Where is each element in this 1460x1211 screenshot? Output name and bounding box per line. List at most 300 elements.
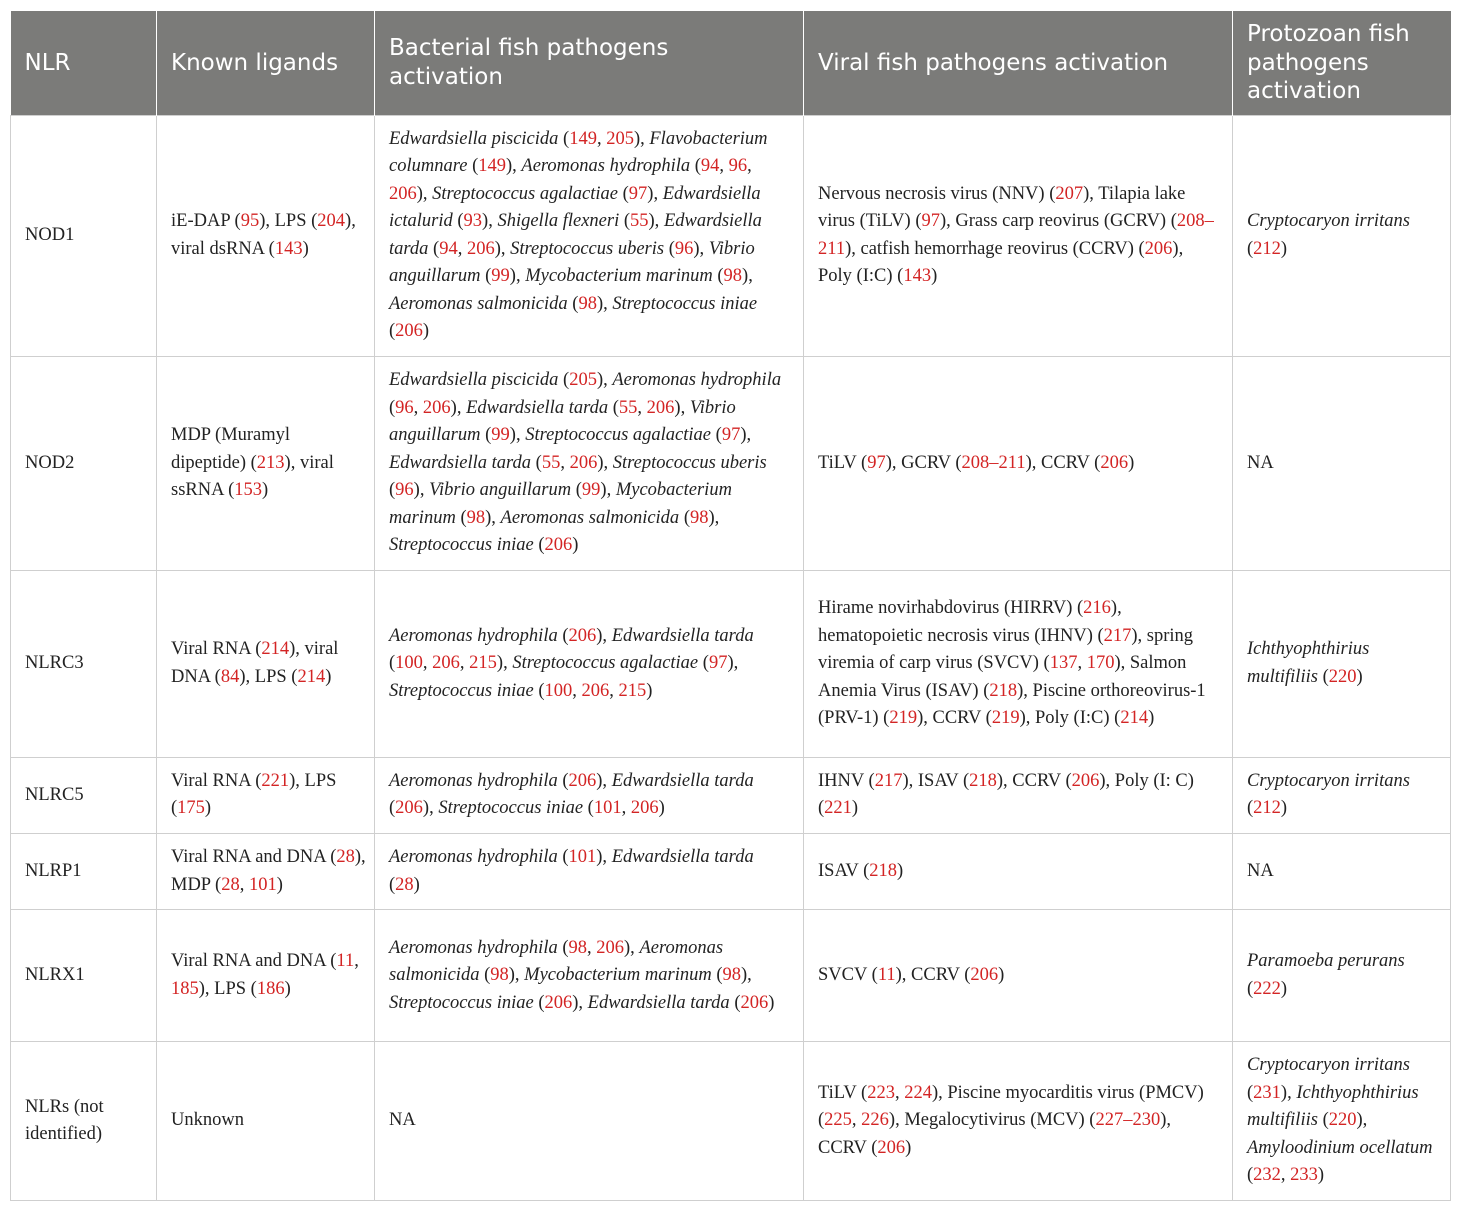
reference-link[interactable]: 215 [618, 680, 647, 701]
reference-link[interactable]: 28 [221, 874, 240, 895]
species-name: Aeromonas hydrophila [612, 370, 782, 390]
reference-link[interactable]: 206 [544, 535, 573, 555]
species-name: Cryptocaryon irritans [1247, 1055, 1410, 1076]
species-name: Mycobacterium marinum [524, 965, 712, 986]
cell-text: ( [480, 266, 492, 287]
species-name: Edwardsiella ictalurid [389, 183, 761, 232]
reference-link[interactable]: 206 [544, 992, 573, 1013]
reference-link[interactable]: 206 [1071, 770, 1100, 791]
species-name: Aeromonas salmonicida [389, 937, 724, 986]
species-name: Edwardsiella tarda [466, 397, 609, 418]
species-name: Flavobacterium columnare [389, 128, 768, 177]
reference-link[interactable]: 99 [581, 480, 601, 500]
cell-text: ( [567, 293, 579, 314]
nlr-cell: NLRC5 [11, 757, 157, 833]
cell-text: , [1077, 653, 1087, 674]
species-name: Streptococcus iniae [438, 798, 584, 819]
cell-text: ( [558, 370, 570, 390]
reference-link[interactable]: 28 [395, 874, 414, 895]
nlr-cell: NLRX1 [11, 910, 157, 1042]
reference-link[interactable]: 216 [1083, 598, 1111, 619]
reference-link[interactable]: 233 [1290, 1165, 1318, 1186]
cell-text: ), [674, 397, 690, 418]
reference-link[interactable]: 175 [177, 798, 205, 819]
species-name: Edwardsiella tarda [587, 992, 730, 1013]
reference-link[interactable]: 206 [466, 238, 495, 259]
cell-text: ), [413, 480, 430, 500]
cell-text: ( [467, 156, 479, 177]
species-name: Edwardsiella tarda [611, 847, 754, 868]
known-ligands-cell [157, 356, 375, 570]
cell-text: ) [1148, 708, 1155, 729]
reference-link[interactable]: 224 [904, 1082, 932, 1103]
reference-link[interactable]: 84 [220, 666, 240, 687]
cell-text: , [459, 653, 470, 674]
reference-link[interactable]: 97 [921, 211, 940, 232]
reference-link[interactable]: 207 [1055, 183, 1084, 204]
cell-text: ( [571, 480, 582, 500]
cell-text: ), [742, 266, 753, 287]
species-name: Aeromonas hydrophila [389, 937, 558, 958]
species-name: Streptococcus uberis [510, 238, 665, 259]
species-name: Aeromonas hydrophila [521, 156, 691, 177]
reference-link[interactable]: 231 [1253, 1082, 1281, 1103]
cell-text: ), [741, 965, 752, 986]
column-header-viral: Viral fish pathogens activation [804, 11, 1233, 115]
species-name: Streptococcus iniae [612, 293, 758, 314]
reference-link[interactable]: 206 [432, 653, 460, 674]
reference-link[interactable]: 143 [274, 238, 303, 259]
protozoan-pathogens-cell [1233, 834, 1451, 910]
cell-text: ), [600, 480, 616, 500]
cell-text: iE-DAP ( [171, 211, 241, 232]
cell-text: ( [557, 770, 569, 791]
table-row [11, 570, 1451, 757]
cell-text: ( [1247, 978, 1254, 999]
cell-text: ), [596, 370, 613, 390]
column-header-known-ligands: Known ligands [157, 11, 375, 115]
reference-link[interactable]: 98 [466, 507, 486, 528]
cell-text: ), [509, 425, 526, 445]
reference-link[interactable]: 98 [723, 266, 743, 287]
reference-link[interactable]: 225 [824, 1110, 852, 1131]
reference-link[interactable]: 95 [240, 211, 260, 232]
bacterial-pathogens-cell [375, 757, 804, 833]
cell-text: ), [572, 992, 588, 1013]
reference-link[interactable]: 206 [596, 937, 625, 958]
reference-link[interactable]: 206 [422, 397, 451, 418]
reference-link[interactable]: 204 [317, 211, 346, 232]
species-name: Mycobacterium marinum [389, 480, 732, 528]
reference-link[interactable]: 218 [969, 770, 997, 791]
reference-link[interactable]: 221 [261, 770, 290, 791]
table-body [11, 115, 1451, 1201]
cell-text: ( [389, 874, 396, 895]
cell-text: , [587, 937, 597, 958]
reference-link[interactable]: 205 [569, 370, 597, 390]
cell-text: ) [572, 535, 579, 555]
cell-text: ( [711, 965, 723, 986]
species-name: Edwardsiella tarda [389, 452, 532, 473]
cell-text: ), Piscine myocarditis virus (PMCV) ( [818, 1082, 1204, 1131]
reference-link[interactable]: 100 [395, 653, 423, 674]
cell-text: ), LPS ( [198, 978, 257, 999]
protozoan-pathogens-cell [1233, 115, 1451, 356]
table-row [11, 356, 1451, 570]
reference-link[interactable]: 206 [389, 183, 417, 204]
bacterial-pathogens-cell [375, 570, 804, 757]
reference-link[interactable]: 97 [721, 425, 741, 445]
reference-link[interactable]: 206 [970, 965, 999, 986]
protozoan-pathogens-cell [1233, 757, 1451, 833]
species-name: Edwardsiella piscicida [389, 128, 559, 149]
cell-text: ), viral ssRNA ( [171, 452, 334, 500]
known-ligands-cell [157, 757, 375, 833]
reference-link[interactable]: 206 [1144, 238, 1173, 259]
reference-link[interactable]: 153 [234, 480, 262, 500]
species-name: Streptococcus iniae [389, 535, 534, 555]
reference-link[interactable]: 97 [708, 653, 728, 674]
reference-link[interactable]: 96 [395, 397, 414, 418]
reference-link[interactable]: 206 [569, 452, 598, 473]
cell-text: ), [485, 507, 501, 528]
species-name: Vibrio anguillarum [389, 397, 736, 445]
cell-text: ( [690, 156, 701, 177]
nlr-pathogen-table [10, 11, 1451, 1201]
reference-link[interactable]: 186 [256, 978, 285, 999]
cell-text: ( [664, 238, 675, 259]
known-ligands-cell [157, 834, 375, 910]
reference-link[interactable]: 212 [1253, 798, 1281, 819]
cell-text: TiLV ( [818, 1082, 868, 1103]
reference-link[interactable]: 28 [336, 847, 355, 868]
reference-link[interactable]: 170 [1086, 653, 1115, 674]
reference-link[interactable]: 214 [261, 639, 290, 660]
table-row [11, 757, 1451, 833]
cell-text: , [621, 798, 631, 819]
cell-text: ), [708, 507, 720, 528]
reference-link[interactable]: 11 [336, 951, 355, 972]
cell-text: ) [1128, 452, 1135, 473]
reference-link[interactable]: 220 [1328, 666, 1357, 687]
species-name: Aeromonas salmonicida [500, 507, 680, 528]
cell-text: ), viral dsRNA ( [171, 211, 356, 259]
reference-link[interactable]: 98 [722, 965, 741, 986]
cell-text: ), GCRV ( [885, 452, 962, 473]
reference-link[interactable]: 219 [889, 708, 918, 729]
reference-link[interactable]: 11 [877, 965, 896, 986]
cell-text: ) [1280, 238, 1288, 259]
cell-text: ( [452, 211, 464, 232]
reference-link[interactable]: 97 [867, 452, 886, 473]
cell-text: ) [325, 666, 332, 687]
reference-link[interactable]: 55 [541, 452, 561, 473]
cell-text: ), CCRV ( [917, 708, 992, 729]
cell-text: ), Tilapia lake virus (TiLV) ( [818, 183, 1186, 232]
species-name: Edwardsiella tarda [389, 211, 762, 259]
viral-pathogens-cell [804, 910, 1233, 1042]
reference-link[interactable]: 219 [991, 708, 1020, 729]
species-name: Ichthyophthirius multifiliis [1247, 639, 1370, 687]
cell-text: Unknown [171, 1110, 244, 1131]
species-name: Streptococcus iniae [389, 680, 534, 701]
species-name: Aeromonas hydrophila [389, 625, 558, 646]
known-ligands-cell [157, 115, 375, 356]
cell-text: ( [533, 535, 545, 555]
known-ligands-cell [157, 910, 375, 1042]
viral-pathogens-cell [804, 757, 1233, 833]
cell-text: , [747, 156, 752, 177]
cell-text: ) [1317, 1165, 1325, 1186]
reference-link[interactable]: 212 [1253, 238, 1281, 259]
reference-link[interactable]: 98 [490, 965, 509, 986]
viral-pathogens-cell [804, 356, 1233, 570]
cell-text: ( [389, 397, 396, 418]
cell-text: ( [1317, 666, 1329, 687]
reference-link[interactable]: 101 [568, 847, 597, 868]
reference-link[interactable]: 214 [297, 666, 326, 687]
reference-link[interactable]: 220 [1328, 1110, 1357, 1131]
reference-link[interactable]: 96 [395, 480, 414, 500]
cell-text: , [894, 1082, 905, 1103]
cell-text: ), CCRV ( [996, 770, 1072, 791]
reference-link[interactable]: 185 [171, 978, 199, 999]
cell-text: Viral RNA ( [171, 770, 262, 791]
cell-text: ( [557, 937, 569, 958]
cell-text: ( [1247, 1082, 1254, 1103]
reference-link[interactable]: 206 [395, 798, 423, 819]
nlr-cell: NOD1 [11, 115, 157, 356]
cell-text: , [457, 238, 467, 259]
cell-text: ), [416, 183, 433, 204]
cell-text: ( [617, 183, 629, 204]
table-row [11, 910, 1451, 1042]
cell-text: ), [693, 238, 709, 259]
cell-text: ( [583, 798, 594, 819]
cell-text: ) [851, 798, 859, 819]
reference-link[interactable]: 98 [689, 507, 709, 528]
reference-link[interactable]: 206 [740, 992, 769, 1013]
reference-link[interactable]: 100 [544, 680, 573, 701]
viral-pathogens-cell [804, 115, 1233, 356]
reference-link[interactable]: 206 [1100, 452, 1129, 473]
reference-link[interactable]: 137 [1049, 653, 1078, 674]
reference-link[interactable]: 206 [568, 770, 597, 791]
cell-text: ) [1280, 798, 1288, 819]
cell-text: IHNV ( [818, 770, 875, 791]
table-row [11, 1042, 1451, 1201]
cell-text: ), [648, 211, 664, 232]
species-name: Aeromonas hydrophila [389, 847, 558, 868]
cell-text: ), LPS ( [171, 770, 337, 819]
cell-text: ), Grass carp reovirus (GCRV) ( [939, 211, 1177, 232]
reference-link[interactable]: 226 [861, 1110, 889, 1131]
cell-text: ), spring viremia of carp virus (SVCV) ( [818, 625, 1194, 674]
cell-text: ), [596, 293, 613, 314]
cell-text: ), ISAV ( [902, 770, 970, 791]
cell-text: MDP (Muramyl dipeptide) ( [171, 425, 291, 473]
cell-text: ) [276, 874, 283, 895]
reference-link[interactable]: 206 [630, 798, 659, 819]
nlr-cell: NLRP1 [11, 834, 157, 910]
cell-text: ), [596, 770, 612, 791]
reference-link[interactable]: 208–211 [818, 211, 1214, 259]
reference-link[interactable]: 97 [628, 183, 648, 204]
reference-link[interactable]: 149 [478, 156, 506, 177]
species-name: Amyloodinium ocellatum [1247, 1137, 1433, 1158]
reference-link[interactable]: 206 [646, 397, 675, 418]
species-name: Shigella flexneri [497, 211, 620, 232]
cell-text: ), Poly (I:C) ( [818, 238, 1184, 287]
cell-text: ) [998, 965, 1005, 986]
cell-text: ), [509, 266, 526, 287]
cell-text: ), [624, 937, 640, 958]
cell-text: ( [389, 480, 396, 500]
reference-link[interactable]: 217 [1103, 625, 1132, 646]
reference-link[interactable]: 227–230 [1095, 1110, 1161, 1131]
reference-link[interactable]: 101 [593, 798, 622, 819]
cell-text: ( [711, 425, 722, 445]
cell-text: ( [619, 211, 631, 232]
species-name: Aeromonas hydrophila [389, 770, 558, 791]
cell-text: ( [557, 625, 569, 646]
cell-text: ), [597, 452, 613, 473]
cell-text: ISAV ( [818, 861, 870, 882]
cell-text: ), [508, 965, 525, 986]
cell-text: ), MDP ( [171, 847, 366, 895]
reference-link[interactable]: 143 [903, 266, 932, 287]
reference-link[interactable]: 101 [248, 874, 277, 895]
cell-text: NA [389, 1110, 416, 1131]
reference-link[interactable]: 99 [491, 266, 510, 287]
reference-link[interactable]: 215 [469, 653, 497, 674]
reference-link[interactable]: 206 [395, 321, 423, 342]
cell-text: , [354, 951, 359, 972]
table-row [11, 834, 1451, 910]
cell-text: Viral RNA ( [171, 639, 262, 660]
cell-text: ), LPS ( [259, 211, 318, 232]
species-name: Ichthyophthirius multifiliis [1247, 1082, 1419, 1131]
cell-text: ), [596, 847, 612, 868]
reference-link[interactable]: 232 [1253, 1165, 1281, 1186]
column-header-protozoan: Protozoan fish pathogens activation [1233, 11, 1451, 115]
cell-text: ), catfish hemorrhage reovirus (CCRV) ( [845, 238, 1145, 259]
cell-text: ), Megalocytivirus (MCV) ( [888, 1110, 1096, 1131]
cell-text: ( [712, 266, 724, 287]
reference-link[interactable]: 206 [877, 1137, 906, 1158]
reference-link[interactable]: 218 [869, 861, 897, 882]
species-name: Edwardsiella tarda [611, 770, 754, 791]
cell-text: ), Poly (I: C) ( [818, 770, 1194, 819]
reference-link[interactable]: 98 [578, 293, 597, 314]
cell-text: ), [633, 128, 650, 149]
reference-link[interactable]: 96 [674, 238, 694, 259]
reference-link[interactable]: 221 [824, 798, 852, 819]
reference-link[interactable]: 93 [463, 211, 483, 232]
cell-text: ), [496, 653, 513, 674]
cell-text: , [239, 874, 249, 895]
cell-text: ) [261, 480, 269, 500]
cell-text: ( [558, 128, 570, 149]
reference-link[interactable]: 149 [569, 128, 597, 149]
reference-link[interactable]: 98 [568, 937, 588, 958]
cell-text: ( [480, 425, 492, 445]
reference-link[interactable]: 222 [1253, 978, 1281, 999]
cell-text: ) [284, 978, 291, 999]
species-name: Aeromonas salmonicida [389, 293, 568, 314]
reference-link[interactable]: 213 [256, 452, 285, 473]
reference-link[interactable]: 55 [630, 211, 649, 232]
cell-text: ) [1356, 666, 1363, 687]
protozoan-pathogens-cell [1233, 910, 1451, 1042]
cell-text: ) [658, 798, 665, 819]
column-header-nlr: NLR [11, 11, 157, 115]
cell-text: ( [389, 653, 396, 674]
reference-link[interactable]: 214 [1120, 708, 1149, 729]
reference-link[interactable]: 218 [989, 680, 1018, 701]
cell-text: ) [931, 266, 938, 287]
species-name: Edwardsiella tarda [611, 625, 754, 646]
cell-text: ), [647, 183, 663, 204]
reference-link[interactable]: 206 [568, 625, 597, 646]
reference-link[interactable]: 55 [618, 397, 638, 418]
cell-text: , [637, 397, 647, 418]
reference-link[interactable]: 206 [581, 680, 610, 701]
viral-pathogens-cell [804, 570, 1233, 757]
cell-text: ), CCRV ( [895, 965, 971, 986]
cell-text: ( [389, 798, 396, 819]
species-name: Cryptocaryon irritans [1247, 770, 1410, 791]
cell-text: ( [1247, 798, 1254, 819]
reference-link[interactable]: 208–211 [961, 452, 1026, 473]
viral-pathogens-cell [804, 834, 1233, 910]
reference-link[interactable]: 217 [874, 770, 903, 791]
cell-text: Viral RNA and DNA ( [171, 847, 337, 868]
cell-text: , [413, 397, 423, 418]
table-row [11, 115, 1451, 356]
cell-text: Viral RNA and DNA ( [171, 951, 337, 972]
cell-text: ) [422, 321, 430, 342]
reference-link[interactable]: 94 [439, 238, 458, 259]
reference-link[interactable]: 223 [867, 1082, 895, 1103]
cell-text: , [719, 156, 729, 177]
cell-text: Hirame novirhabdovirus (HIRRV) ( [818, 598, 1084, 619]
cell-text: ), [1356, 1110, 1368, 1131]
cell-text: ( [729, 992, 741, 1013]
cell-text: ( [1247, 238, 1254, 259]
cell-text: ), Salmon Anemia Virus (ISAV) ( [818, 653, 1187, 701]
reference-link[interactable]: 99 [491, 425, 510, 445]
reference-link[interactable]: 94 [700, 156, 720, 177]
species-name: Vibrio anguillarum [429, 480, 572, 500]
cell-text: ) [768, 992, 775, 1013]
bacterial-pathogens-cell [375, 834, 804, 910]
cell-text: ), LPS ( [239, 666, 298, 687]
species-name: Streptococcus agalactiae [512, 653, 699, 674]
cell-text: ), [596, 625, 612, 646]
reference-link[interactable]: 96 [728, 156, 748, 177]
species-name: Paramoeba perurans [1247, 951, 1405, 972]
cell-text: ), Poly (I:C) ( [1019, 708, 1121, 729]
species-name: Cryptocaryon irritans [1247, 211, 1410, 232]
nlr-cell: NLRs (not identified) [11, 1042, 157, 1201]
cell-text: ), Piscine orthoreovirus-1 (PRV-1) ( [818, 680, 1206, 729]
nlr-cell: NLRC3 [11, 570, 157, 757]
cell-text: ), [740, 425, 752, 445]
cell-text: , [560, 452, 570, 473]
reference-link[interactable]: 205 [606, 128, 634, 149]
table-header [11, 11, 1451, 115]
